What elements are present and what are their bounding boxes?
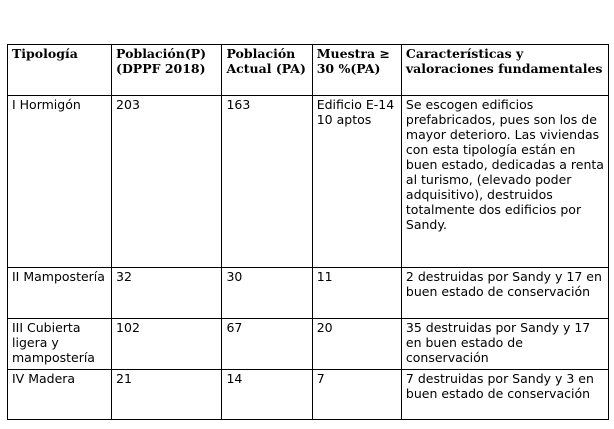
cell-poblacion-actual: 163: [222, 96, 312, 268]
cell-tipologia: II Mampostería: [8, 268, 112, 319]
cell-tipologia: IV Madera: [8, 370, 112, 420]
table-row: [8, 319, 609, 370]
table-row: [8, 268, 609, 319]
cell-muestra: Edificio E-14 10 aptos: [312, 96, 401, 268]
header-tipologia: Tipología: [8, 45, 112, 96]
cell-poblacion: 32: [112, 268, 222, 319]
header-caracteristicas: Características y valoraciones fundamentales: [401, 45, 608, 96]
typology-table: [7, 44, 609, 420]
header-muestra: Muestra ≥ 30 %(PA): [312, 45, 401, 96]
table-row: [8, 370, 609, 420]
cell-poblacion: 203: [112, 96, 222, 268]
table-row: [8, 96, 609, 268]
cell-poblacion-actual: 67: [222, 319, 312, 370]
cell-caracteristicas: Se escogen edificios prefabricados, pues son los de mayor deterioro. Las viviendas con esta tipología están en buen estado, dedicadas a renta al turismo, (elevado poder adquisitivo), destruidos totalmente dos edificios por Sandy.: [401, 96, 608, 268]
cell-muestra: 7: [312, 370, 401, 420]
header-poblacion: Población(P) (DPPF 2018): [112, 45, 222, 96]
cell-caracteristicas: 7 destruidas por Sandy y 3 en buen estado de conservación: [401, 370, 608, 420]
cell-poblacion: 21: [112, 370, 222, 420]
cell-poblacion-actual: 30: [222, 268, 312, 319]
cell-muestra: 11: [312, 268, 401, 319]
cell-caracteristicas: 35 destruidas por Sandy y 17 en buen estado de conservación: [401, 319, 608, 370]
header-poblacion-actual: Población Actual (PA): [222, 45, 312, 96]
cell-poblacion: 102: [112, 319, 222, 370]
table-header-row: [8, 45, 609, 96]
cell-tipologia: III Cubierta ligera y mampostería: [8, 319, 112, 370]
cell-caracteristicas: 2 destruidas por Sandy y 17 en buen estado de conservación: [401, 268, 608, 319]
cell-tipologia: I Hormigón: [8, 96, 112, 268]
cell-muestra: 20: [312, 319, 401, 370]
cell-poblacion-actual: 14: [222, 370, 312, 420]
